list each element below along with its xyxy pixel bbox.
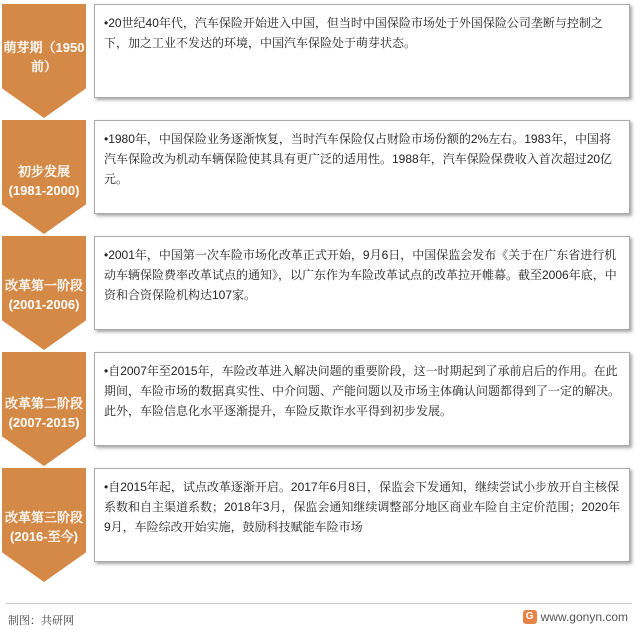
stage-3-box bbox=[94, 236, 630, 330]
stage-1 bbox=[0, 4, 638, 124]
stage-5-label-line-1: 改革第三阶段 bbox=[4, 510, 83, 525]
footer-logo bbox=[523, 610, 628, 624]
stage-4-text: •自2007年至2015年，车险改革进入解决问题的重要阶段，这一时期起到了承前启后的作用。在此期间，车险市场的数据真实性、中介问题、产能问题以及市场主体确认问题都得到了一定的解决。此外，车险信息化水平逐渐提升，车险反欺诈水平得到初步发展。 bbox=[104, 364, 621, 418]
stage-5-box bbox=[94, 468, 630, 562]
stage-2 bbox=[0, 120, 638, 240]
footer bbox=[0, 603, 638, 630]
stage-2-label-line-1: 初步发展 bbox=[17, 164, 70, 179]
stage-1-text: •20世纪40年代，汽车保险开始进入中国，但当时中国保险市场处于外国保险公司垄断与控制之下，加之工业不发达的环境，中国汽车保险处于萌芽状态。 bbox=[104, 16, 603, 50]
stage-5-label bbox=[2, 508, 86, 546]
stage-2-label bbox=[2, 162, 86, 200]
stage-4-label-line-1: 改革第二阶段 bbox=[4, 396, 83, 411]
stage-3-label-line-1: 改革第一阶段 bbox=[4, 278, 83, 293]
stage-1-label bbox=[2, 38, 86, 76]
stage-4-label bbox=[2, 394, 86, 432]
footer-divider bbox=[6, 603, 632, 604]
stage-2-label-line-2: (1981-2000) bbox=[8, 183, 80, 198]
stage-3-label bbox=[2, 276, 86, 314]
stage-2-text: •1980年，中国保险业务逐渐恢复，当时汽车保险仅占财险市场份额的2%左右。1983年，中国将汽车保险改为机动车辆保险使其具有更广泛的适用性。1988年，汽车保险保费收入首次超过20亿元。 bbox=[104, 132, 613, 186]
stage-5-label-line-2: (2016-至今) bbox=[10, 529, 78, 544]
stage-1-label-line-2: 前） bbox=[30, 59, 57, 74]
stage-4-box bbox=[94, 352, 630, 446]
stage-3-text: •2001年，中国第一次车险市场化改革正式开始，9月6日，中国保监会发布《关于在广东省进行机动车辆保险费率改革试点的通知》，以广东作为车险改革试点的改革拉开帷幕。截至2006年底，中资和合资保险机构达107家。 bbox=[104, 248, 617, 302]
stage-5 bbox=[0, 468, 638, 588]
stage-5-text: •自2015年起，试点改革逐渐开启。2017年6月8日，保监会下发通知，继续尝试小步放开自主核保系数和自主渠道系数；2018年3月，保监会通知继续调整部分地区商业车险自主定价范围；2020年9月，车险综改开始实施，鼓励科技赋能车险市场 bbox=[104, 480, 621, 534]
stage-1-label-line-1: 萌芽期（1950 bbox=[3, 40, 85, 55]
stage-4-label-line-2: (2007-2015) bbox=[8, 415, 80, 430]
footer-website: www.gonyn.com bbox=[540, 610, 628, 624]
stage-3 bbox=[0, 236, 638, 356]
stage-4 bbox=[0, 352, 638, 472]
stage-3-label-line-2: (2001-2006) bbox=[8, 297, 80, 312]
stage-2-box bbox=[94, 120, 630, 214]
gonyn-logo-icon: G bbox=[523, 610, 537, 624]
footer-credit: 制图：共研网 bbox=[8, 615, 74, 627]
stage-1-box bbox=[94, 4, 630, 98]
